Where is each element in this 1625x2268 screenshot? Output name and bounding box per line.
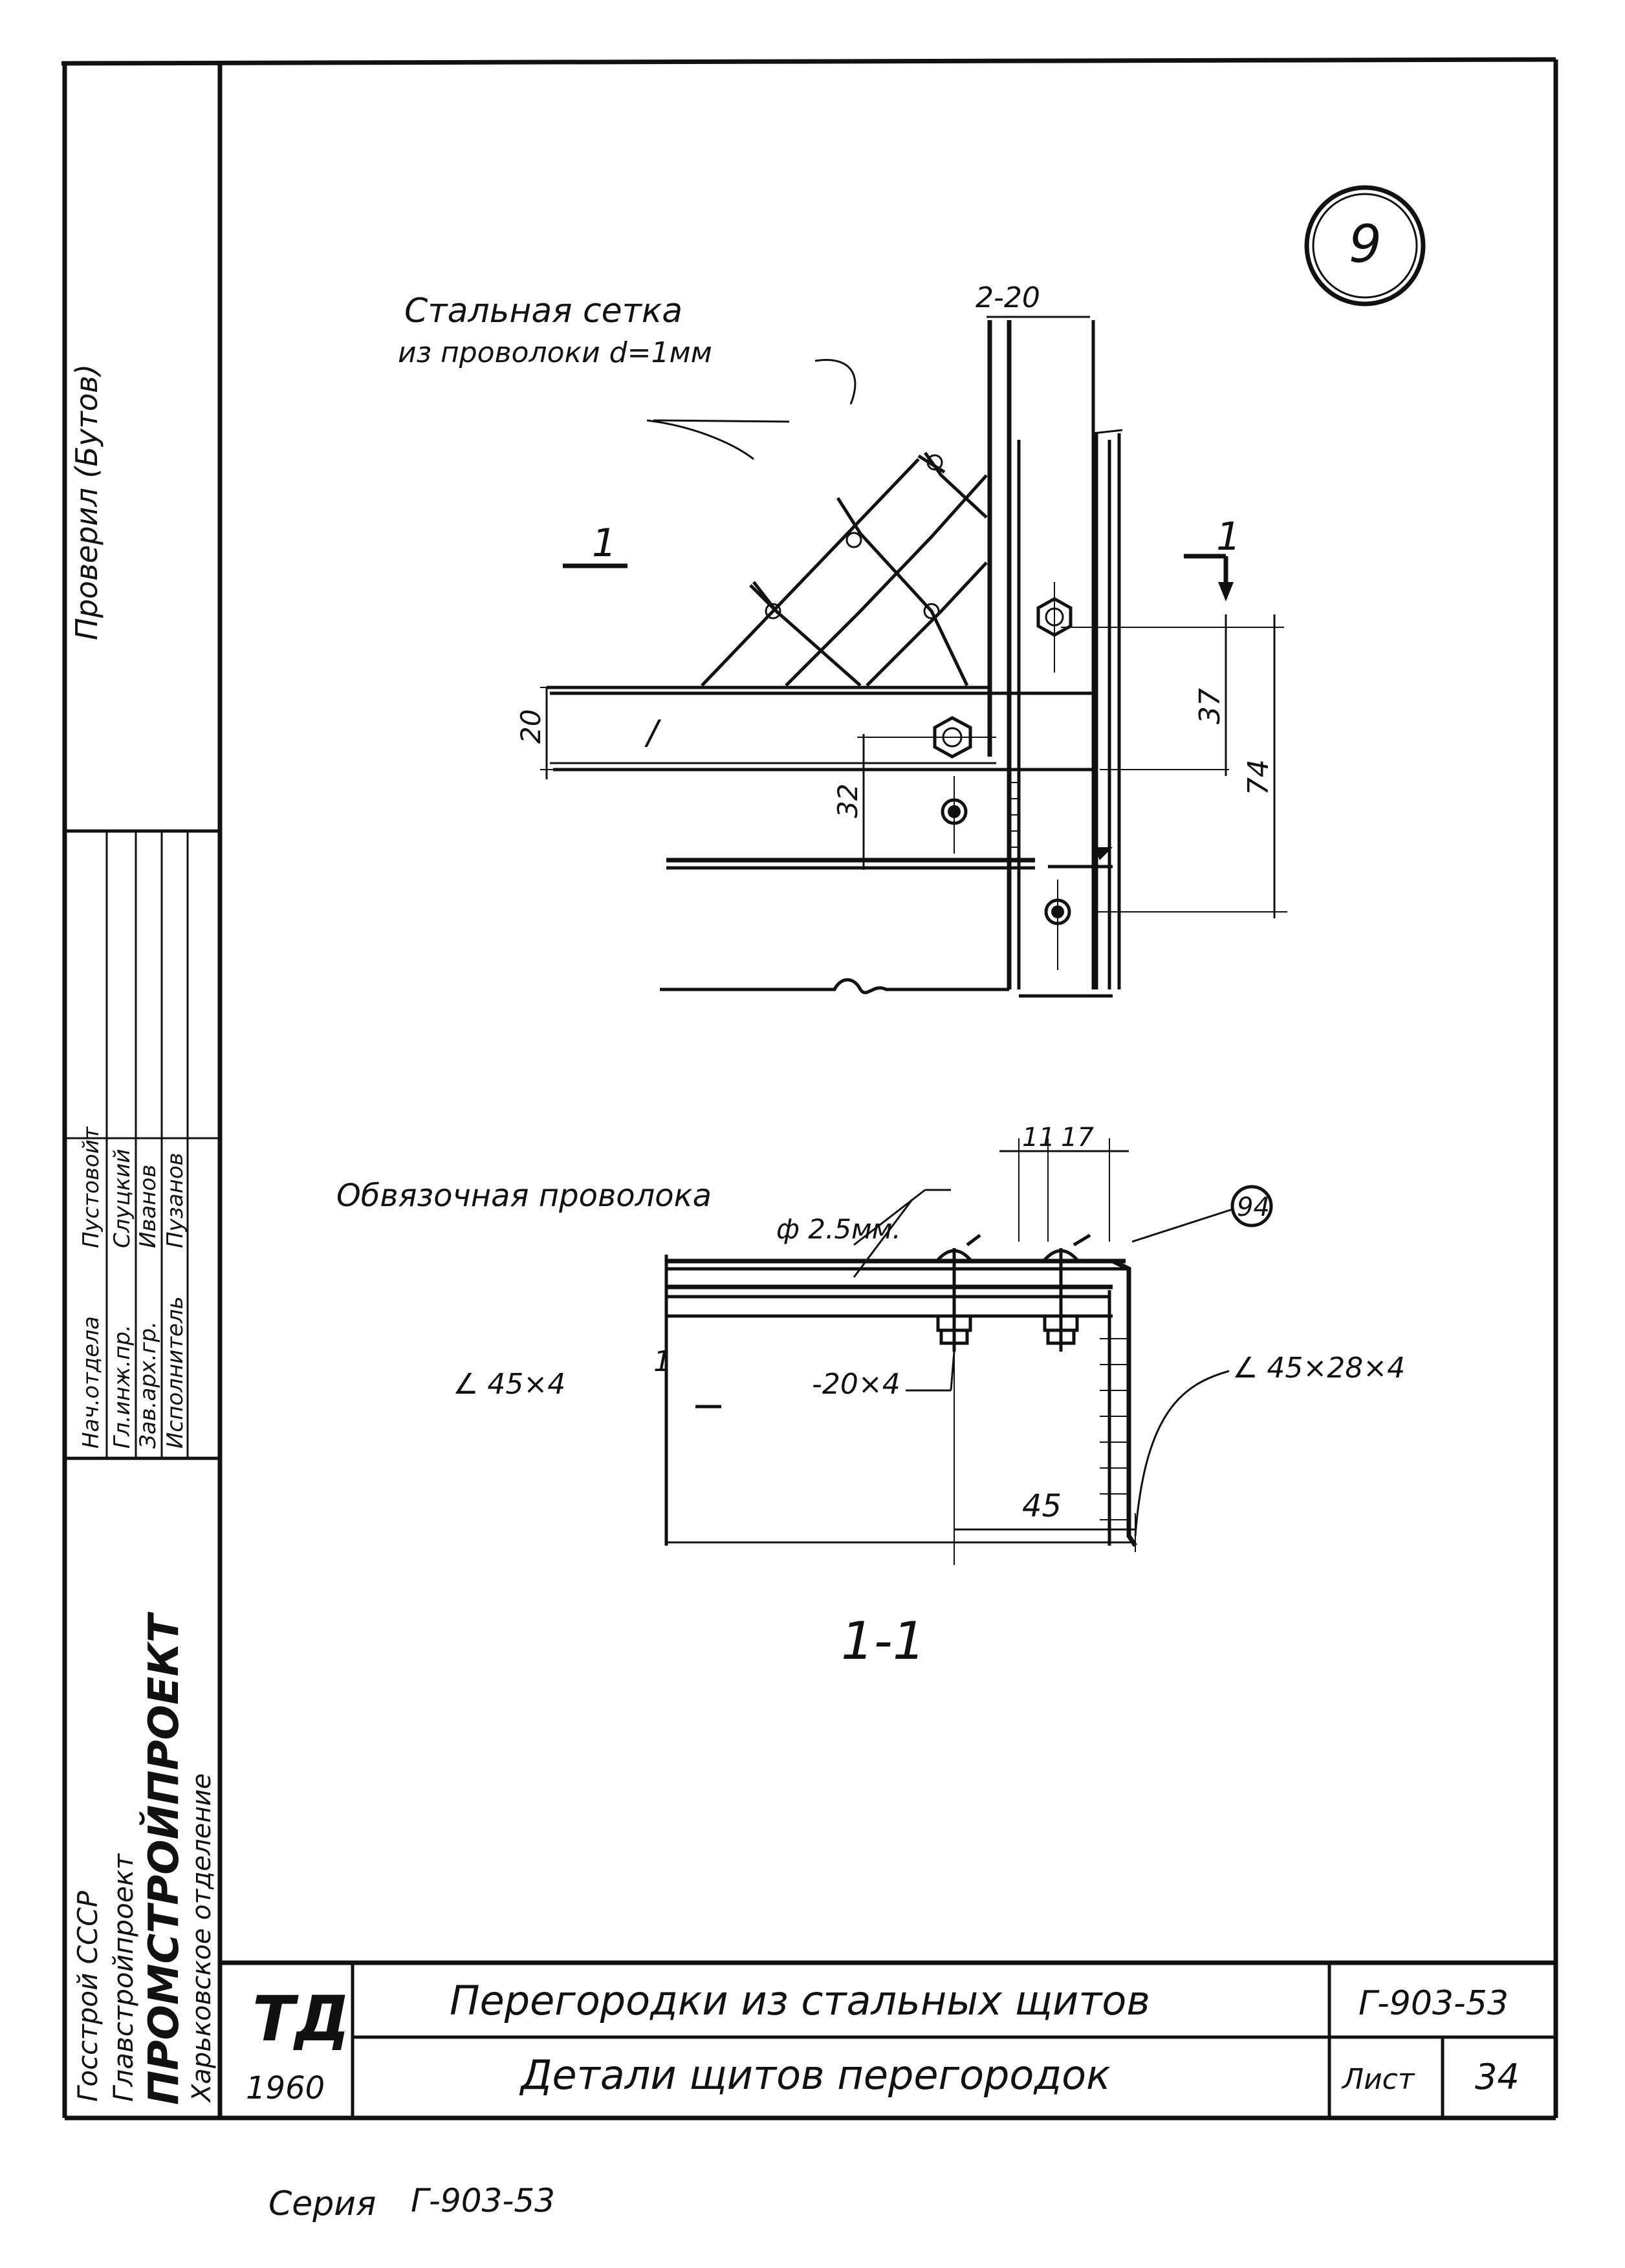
- svg-text:1: 1: [1216, 514, 1241, 559]
- top-view: [398, 281, 1287, 996]
- svg-text:20: 20: [515, 709, 547, 744]
- svg-text:32: 32: [832, 783, 864, 818]
- mesh-label-1: Стальная сетка: [404, 292, 683, 330]
- angle-right-label: ∠ 45×28×4: [1232, 1352, 1406, 1385]
- section-title: 1-1: [841, 1611, 926, 1671]
- bolts-section: [938, 1235, 1090, 1352]
- svg-text:17: 17: [1061, 1123, 1094, 1152]
- wire-mesh: [702, 453, 987, 686]
- svg-text:1: 1: [592, 521, 617, 566]
- series-code: Г-903-53: [411, 2182, 555, 2219]
- section-view: [336, 1123, 1405, 1671]
- section-mark-left: [563, 521, 627, 566]
- year: 1960: [246, 2070, 325, 2106]
- section-cut-mark: 1: [653, 1345, 671, 1378]
- sheet-number: 34: [1475, 2057, 1520, 2097]
- sheet-label: Лист: [1342, 2063, 1415, 2096]
- mesh-label-2: из проволоки d=1мм: [398, 336, 712, 369]
- title: Перегородки из стальных щитов: [450, 1977, 1150, 2024]
- section-mark-right: [1184, 514, 1241, 601]
- role-2: Гл.инж.пр.: [109, 1324, 135, 1449]
- strip-label: -20×4: [812, 1368, 900, 1401]
- role-4: Исполнитель: [162, 1296, 188, 1449]
- svg-text:11: 11: [1022, 1123, 1055, 1152]
- td-logo: ТД: [252, 1983, 350, 2055]
- detail-number: 9: [1349, 214, 1382, 274]
- footer: [268, 2182, 555, 2223]
- name-1: Пустовойт: [78, 1127, 104, 1248]
- wire-label-1: Обвязочная проволока: [336, 1178, 712, 1214]
- role-3: Зав.арх.гр.: [135, 1321, 161, 1449]
- name-3: Иванов: [135, 1164, 161, 1248]
- cut-mark: /: [647, 713, 659, 752]
- side-stamp: [65, 364, 220, 2105]
- org-line-2: Главстройпроект: [107, 1853, 139, 2102]
- org-line-1: Госстрой СССР: [72, 1890, 104, 2102]
- dim-20: [515, 687, 563, 779]
- bolts-top: [857, 582, 1071, 970]
- svg-text:45: 45: [1022, 1488, 1062, 1524]
- dim-32: [644, 713, 864, 870]
- svg-text:37: 37: [1194, 688, 1227, 724]
- dim-11-17: [999, 1123, 1129, 1242]
- part-callout: [1132, 1187, 1271, 1242]
- profile-label: 2-20: [976, 281, 1040, 314]
- vertical-note: Проверил (Бутов): [69, 363, 104, 640]
- wire-label-2: ф 2.5мм.: [776, 1213, 901, 1245]
- name-4: Пузанов: [162, 1152, 188, 1248]
- series-label: Серия: [268, 2185, 376, 2223]
- sheet-frame: [61, 59, 1556, 2118]
- role-1: Нач.отдела: [78, 1316, 104, 1449]
- angle-hatch: [1100, 1339, 1129, 1520]
- svg-text:74: 74: [1242, 759, 1275, 795]
- org-name: ПРОМСТРОЙПРОЕКТ: [140, 1614, 188, 2105]
- title-block: [220, 1963, 1556, 2118]
- angle-left-label: ∠ 45×4: [453, 1368, 566, 1401]
- org-line-4: Харьковское отделение: [187, 1773, 217, 2102]
- svg-text:94: 94: [1237, 1193, 1270, 1222]
- drawing-code: Г-903-53: [1358, 1984, 1509, 2023]
- detail-callout: [1307, 188, 1423, 304]
- subtitle: Детали щитов перегородок: [521, 2051, 1111, 2099]
- name-2: Слуцкий: [109, 1149, 135, 1248]
